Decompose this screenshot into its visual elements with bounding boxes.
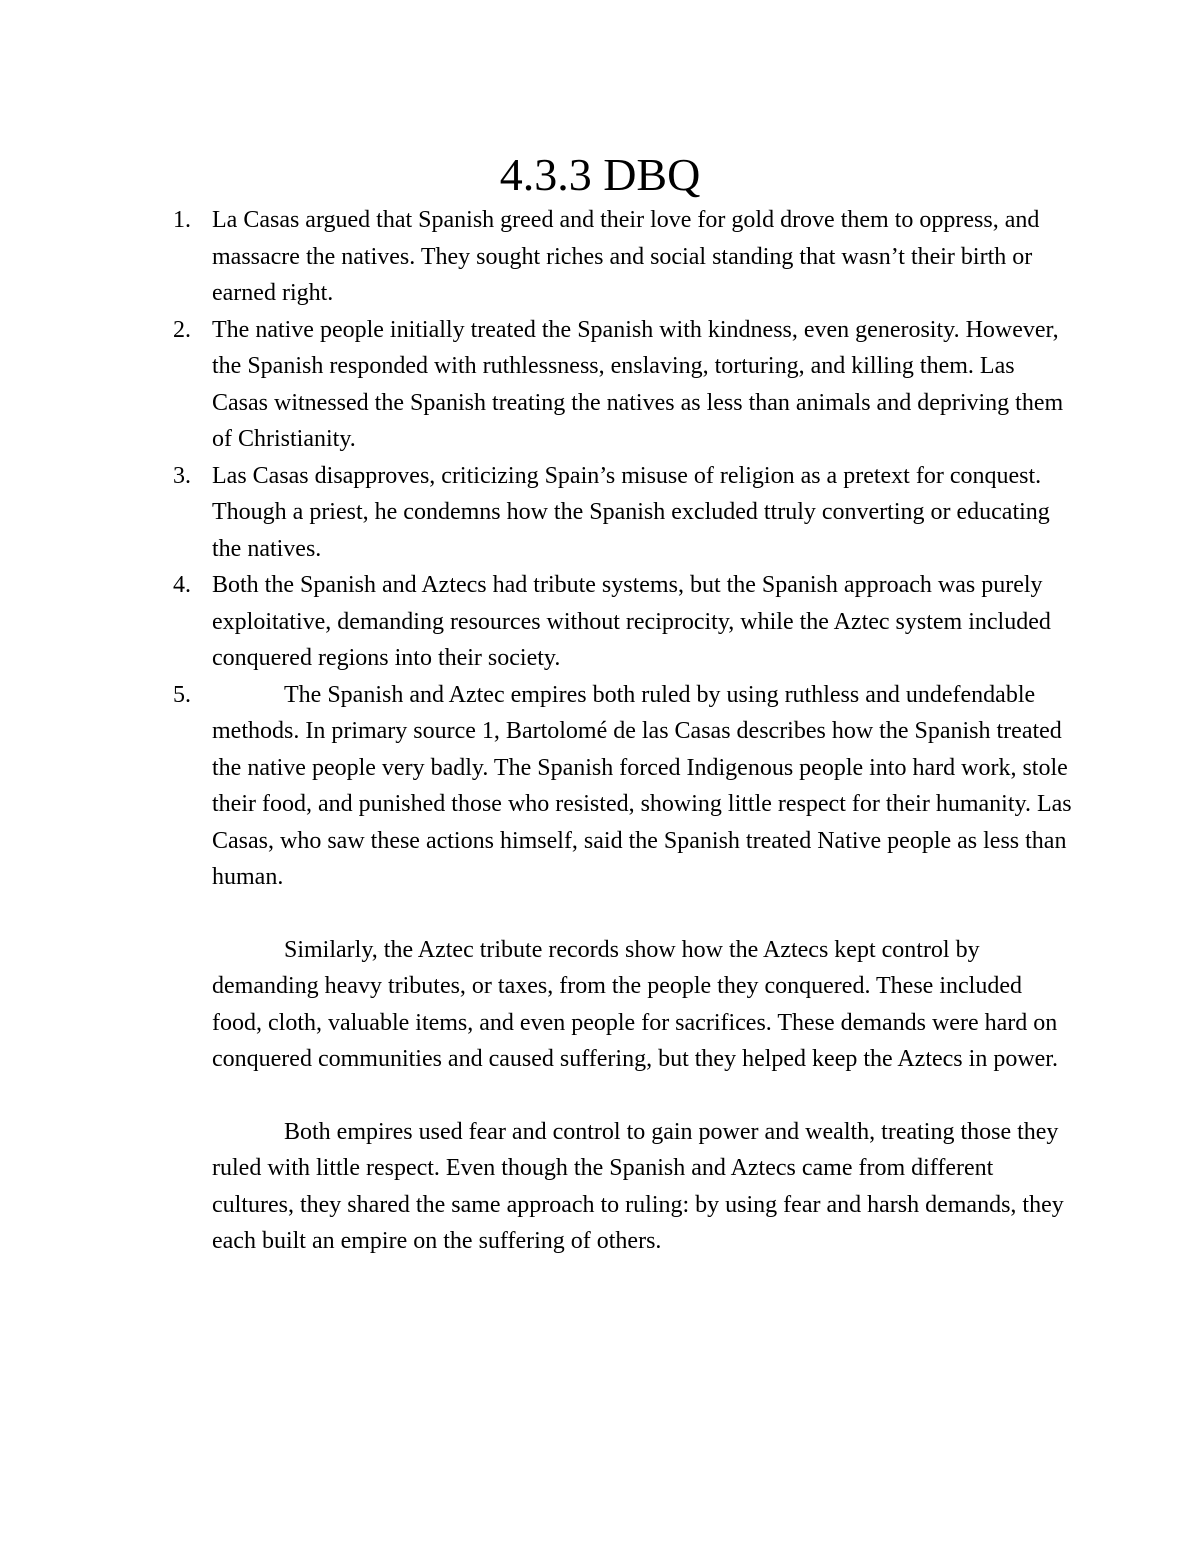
essay-paragraph: Similarly, the Aztec tribute records show how the Aztecs kept control by demanding heavy tributes, or taxes, from the people they conquered. These included food, cloth, valuable items, and even people for sacrifices. These demands were hard on conquered communities and caused suffering, but they helped keep the Aztecs in power. <box>212 936 1058 1072</box>
answer-list <box>0 202 1200 1260</box>
list-item <box>0 567 1072 677</box>
item-number: 1. <box>173 207 191 233</box>
item-text: Both the Spanish and Aztecs had tribute systems, but the Spanish approach was purely exploitative, demanding resources without reciprocity, while the Aztec system included conquered regions into their society. <box>212 572 1051 671</box>
item-text: Las Casas disapproves, criticizing Spain’s misuse of religion as a pretext for conquest. Though a priest, he condemns how the Spanish excluded ttruly converting or educating the natives. <box>212 462 1050 562</box>
essay-paragraph: The Spanish and Aztec empires both ruled by using ruthless and undefendable methods. In primary source 1, Bartolomé de las Casas describes how the Spanish treated the native people very badly. The Spanish forced Indigenous people into hard work, stole their food, and punished those who resisted, showing little respect for their humanity. Las Casas, who saw these actions himself, said the Spanish treated Native people as less than human. <box>212 681 1072 890</box>
item-number: 3. <box>173 462 191 489</box>
list-item <box>0 677 1072 1260</box>
item-number: 5. <box>173 681 191 708</box>
list-item <box>0 312 1072 458</box>
item-number: 4. <box>173 572 191 598</box>
list-item <box>0 202 1072 312</box>
page-title: 4.3.3 DBQ <box>499 149 701 200</box>
list-item <box>0 458 1072 568</box>
item-text: La Casas argued that Spanish greed and their love for gold drove them to oppress, and massacre the natives. They sought riches and social standing that wasn’t their birth or earned right. <box>212 207 1040 306</box>
item-text: The native people initially treated the Spanish with kindness, even generosity. However, the Spanish responded with ruthlessness, enslaving, torturing, and killing them. Las Casas witnessed the Spanish treating the natives as less than animals and depriving them of Christianity. <box>212 316 1064 452</box>
essay-paragraph: Both empires used fear and control to gain power and wealth, treating those they ruled with little respect. Even though the Spanish and Aztecs came from different cultures, they shared the same approach to ruling: by using fear and harsh demands, they each built an empire on the suffering of others. <box>212 1118 1064 1254</box>
item-number: 2. <box>173 316 191 343</box>
